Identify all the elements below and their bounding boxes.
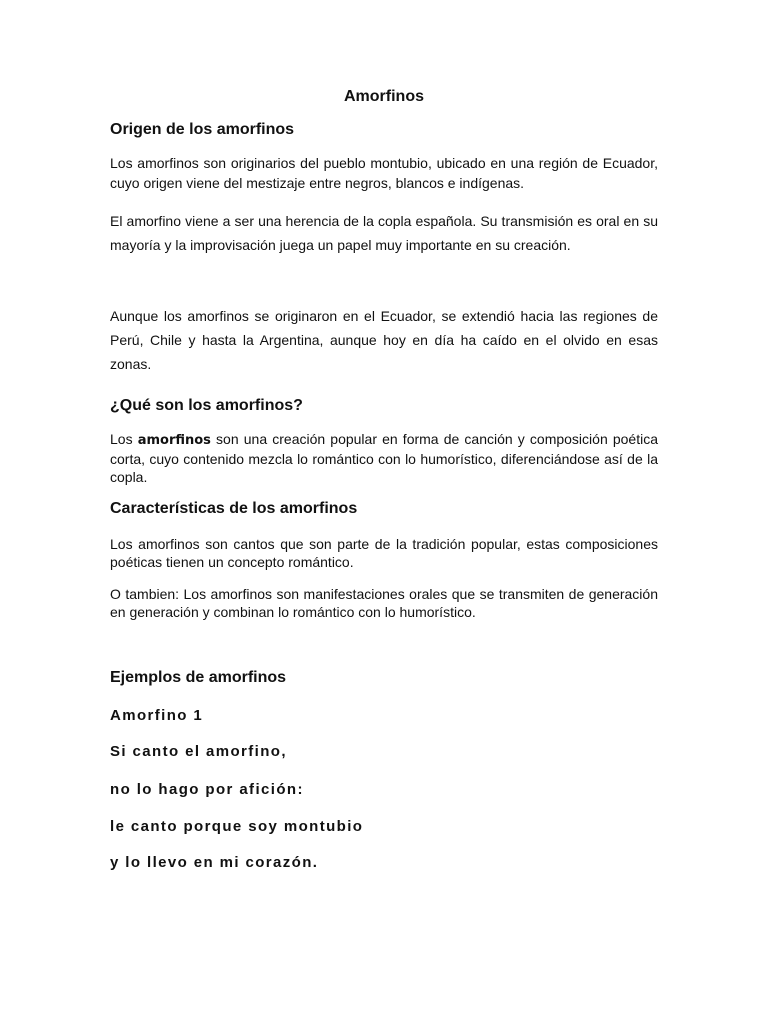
heading-ejemplos: Ejemplos de amorfinos [110,669,287,686]
poem-line-1: Si canto el amorfino, [110,743,287,760]
heading-origen: Origen de los amorfinos [110,121,295,138]
poem-line-2: no lo hago por afición: [110,781,304,798]
que-son-lead: Los [110,431,138,447]
heading-que-son: ¿Qué son los amorfinos? [110,397,303,414]
heading-caracteristicas: Características de los amorfinos [110,500,358,517]
document-page [110,0,658,1024]
caracteristicas-paragraph-1: Los amorfinos son cantos que son parte de la tradición popular, estas composiciones poéticas tienen un concepto romántico. [110,536,658,570]
que-son-bold-term: amorfinos [137,433,211,448]
que-son-rest: son una creación popular en forma de canción y composición poética corta, cuyo contenido mezcla lo romántico con lo humorístico, diferenciándose así de la copla. [110,431,658,485]
poem-line-3: le canto porque soy montubio [110,818,364,835]
origen-paragraph-3: Aunque los amorfinos se originaron en el Ecuador, se extendió hacia las regiones de Perú, Chile y hasta la Argentina, aunque hoy en día ha caído en el olvido en esas zonas. [110,308,658,372]
caracteristicas-paragraph-2: O tambien: Los amorfinos son manifestaciones orales que se transmiten de generación en generación y combinan lo romántico con lo humorístico. [110,586,658,620]
document-title: Amorfinos [344,88,424,105]
poem-line-4: y lo llevo en mi corazón. [110,854,319,871]
origen-paragraph-1: Los amorfinos son originarios del pueblo montubio, ubicado en una región de Ecuador, cuyo origen viene del mestizaje entre negros, blancos e indígenas. [110,155,658,191]
origen-paragraph-2: El amorfino viene a ser una herencia de la copla española. Su transmisión es oral en su mayoría y la improvisación juega un papel muy importante en su creación. [110,213,658,253]
amorfino-subheading: Amorfino 1 [110,707,204,724]
que-son-paragraph [110,430,658,486]
